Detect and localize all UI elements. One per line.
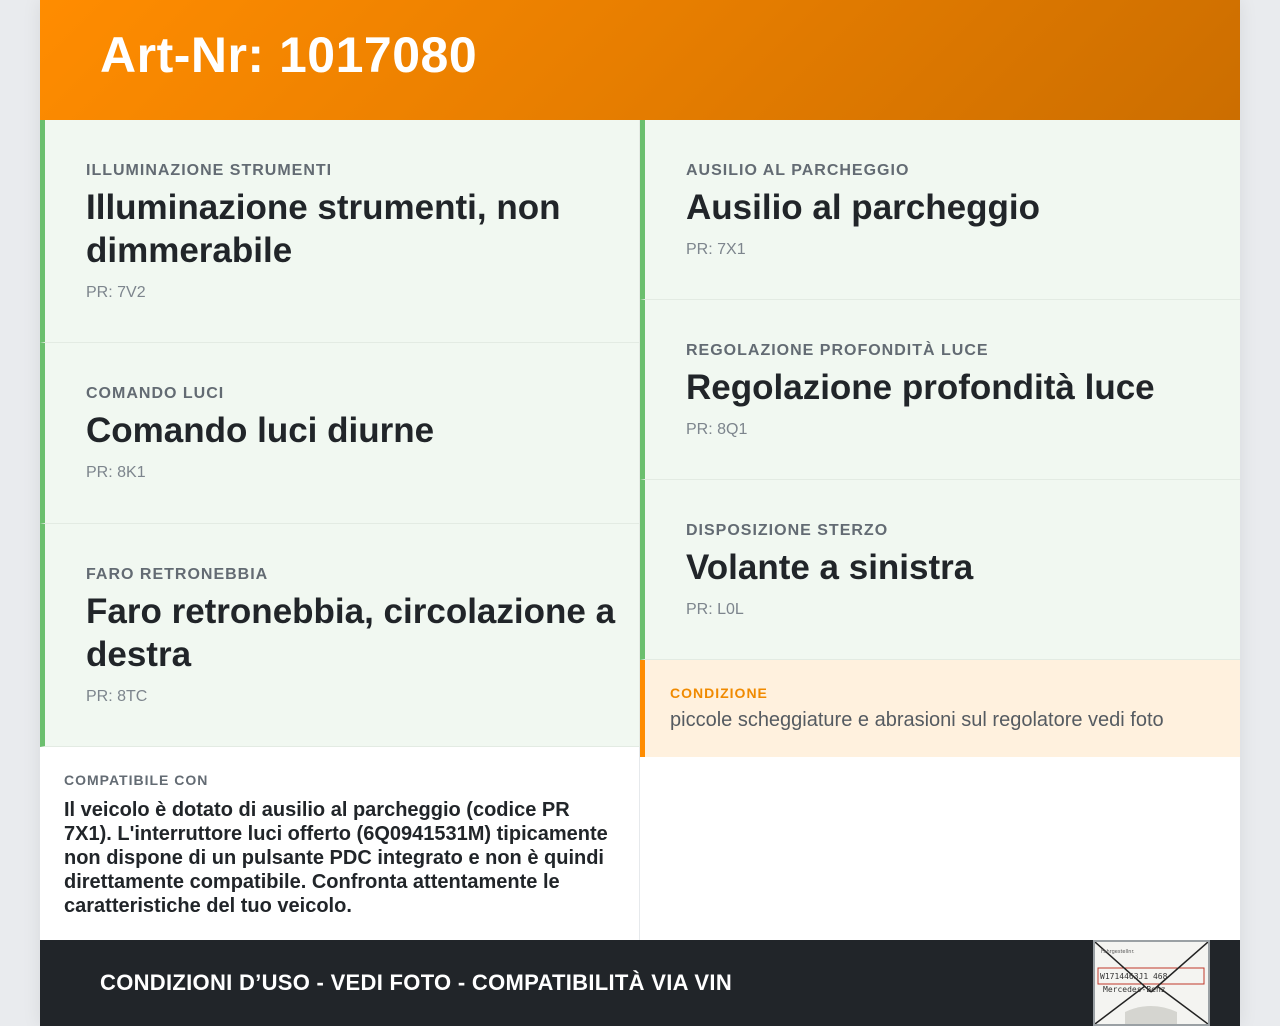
article-number-title: Art-Nr: 1017080 — [100, 27, 478, 83]
feature-category: ILLUMINAZIONE STRUMENTI — [86, 162, 333, 179]
thumb-code: W1714463J1 468 — [1100, 972, 1168, 981]
feature-value: Comando luci diurne — [86, 411, 435, 450]
feature-value: Regolazione profondità luce — [686, 368, 1155, 407]
header-bar — [40, 0, 1240, 120]
feature-card-rear-fog-light — [40, 524, 640, 747]
compatibility-box — [40, 747, 640, 940]
feature-pr-code: PR: 7X1 — [686, 241, 746, 258]
thumb-brand: Mercedes-Benz — [1103, 985, 1166, 994]
envelope-photo-thumbnail-icon[interactable] — [1093, 940, 1210, 1026]
feature-card-instrument-lighting — [40, 120, 640, 343]
feature-value: Faro retronebbia, circolazione a destra — [86, 592, 616, 674]
feature-card-parking-aid — [640, 120, 1240, 300]
thumb-label-top: Fahrgestellnr. — [1101, 949, 1135, 955]
features-left-column — [40, 120, 640, 747]
feature-category: COMANDO LUCI — [86, 385, 225, 402]
feature-card-steering — [640, 480, 1240, 660]
feature-value: Ausilio al parcheggio — [686, 188, 1040, 227]
feature-category: FARO RETRONEBBIA — [86, 566, 269, 583]
compatibility-text: Il veicolo è dotato di ausilio al parcheggio (codice PR 7X1). L'interruttore luci offerto (6Q0941531M) tipicamente non dispone di un pulsante PDC integrato e non è quindi direttamente compatibile. Confronta attentamente le caratteristiche del tuo veicolo. — [64, 799, 608, 917]
condition-box — [640, 660, 1240, 757]
feature-value: Illuminazione strumenti, non dimmerabile — [86, 188, 561, 270]
feature-card-headlight-range — [640, 300, 1240, 480]
footer-text: CONDIZIONI D’USO - VEDI FOTO - COMPATIBILITÀ VIA VIN — [100, 970, 733, 995]
feature-value: Volante a sinistra — [686, 548, 974, 587]
compatibility-label: COMPATIBILE CON — [64, 772, 209, 788]
feature-pr-code: PR: L0L — [686, 601, 744, 618]
feature-pr-code: PR: 8TC — [86, 688, 148, 705]
condition-label: CONDIZIONE — [670, 685, 768, 701]
feature-card-light-control — [40, 343, 640, 524]
feature-category: AUSILIO AL PARCHEGGIO — [686, 162, 910, 179]
feature-pr-code: PR: 7V2 — [86, 284, 146, 301]
feature-pr-code: PR: 8K1 — [86, 464, 146, 481]
envelope-icon — [1095, 942, 1208, 1024]
feature-category: REGOLAZIONE PROFONDITÀ LUCE — [686, 342, 989, 359]
footer-bar — [40, 940, 1240, 1026]
feature-category: DISPOSIZIONE STERZO — [686, 522, 889, 539]
condition-text: piccole scheggiature e abrasioni sul regolatore vedi foto — [670, 709, 1164, 731]
product-card — [40, 0, 1240, 1026]
features-right-column — [640, 120, 1240, 757]
feature-pr-code: PR: 8Q1 — [686, 421, 748, 438]
